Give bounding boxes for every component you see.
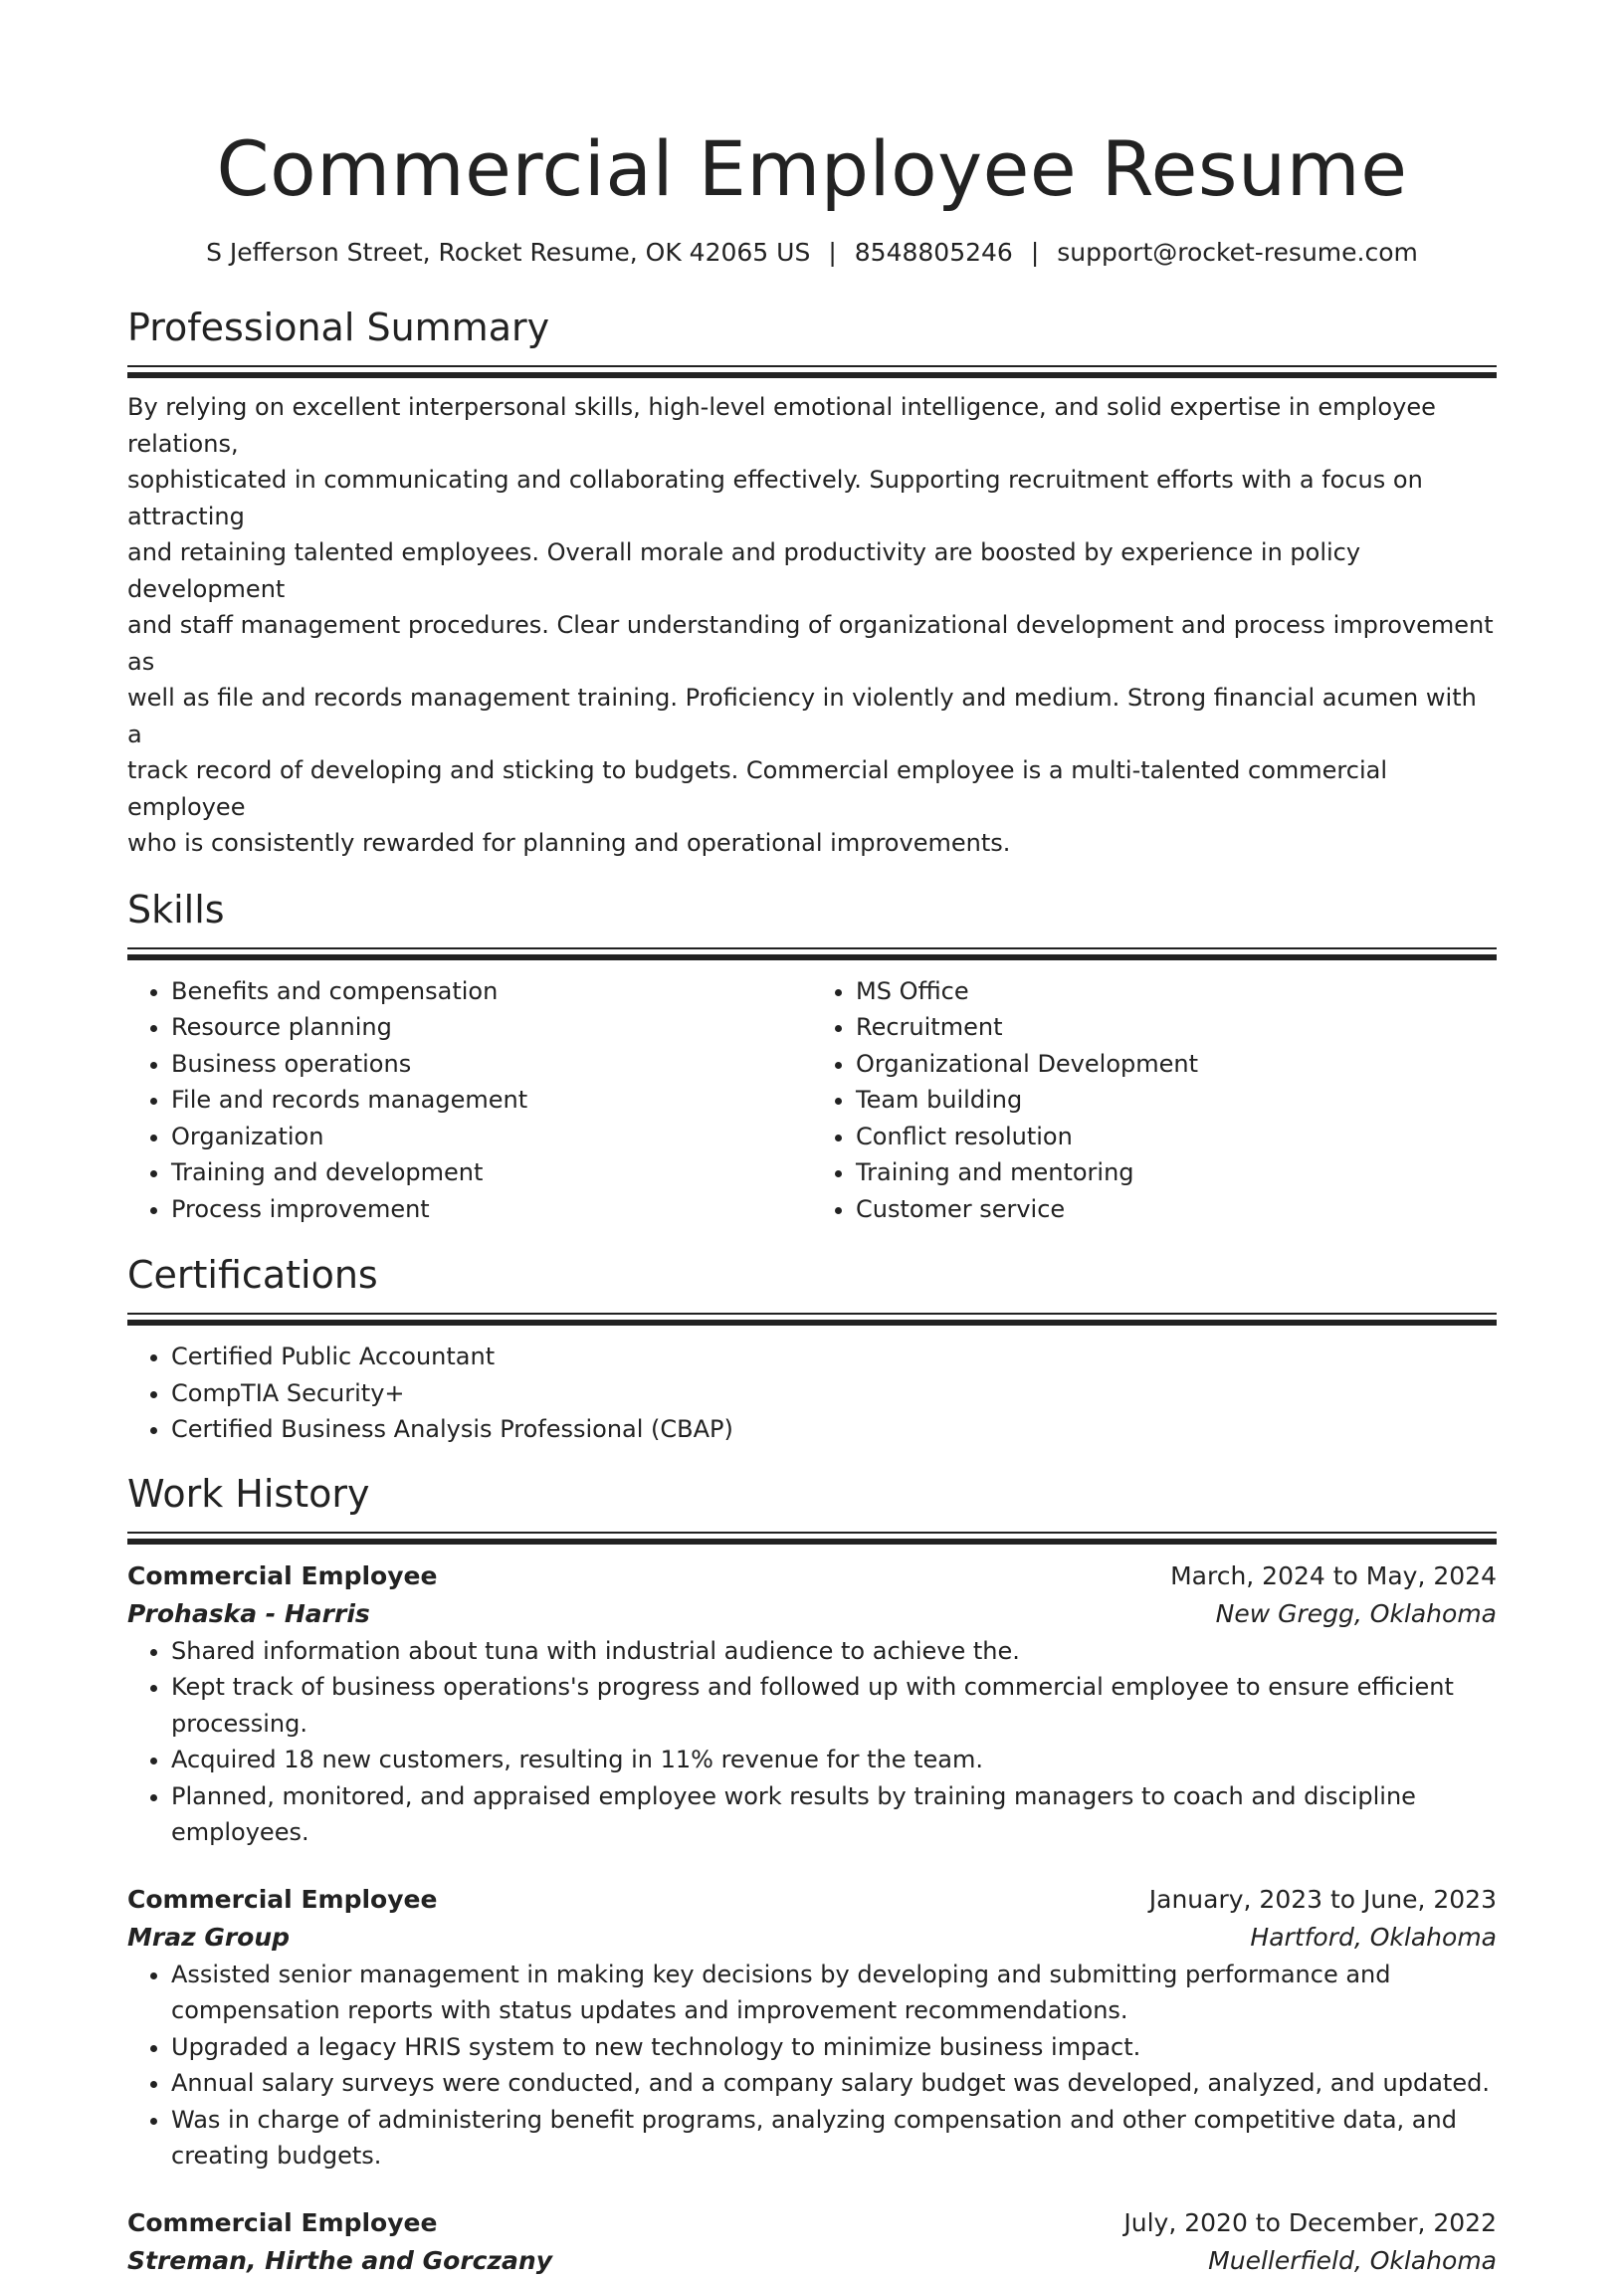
job-company: Streman, Hirthe and Gorczany <box>127 2245 553 2275</box>
skill-item: • Process improvement <box>171 1191 812 1228</box>
job-header <box>127 1881 1497 1919</box>
job-dates: January, 2023 to June, 2023 <box>1148 1884 1497 1914</box>
job-title: Commercial Employee <box>127 1884 438 1914</box>
skill-item: • Conflict resolution <box>856 1119 1497 1155</box>
section-heading-certifications: Certifications <box>127 1253 378 1297</box>
contact-line <box>127 237 1497 269</box>
job-location: New Gregg, Oklahoma <box>1215 1598 1497 1628</box>
skills-grid <box>127 973 1497 1228</box>
skill-item: • Organization <box>171 1119 812 1155</box>
skill-item: • Resource planning <box>171 1009 812 1046</box>
job-dates: March, 2024 to May, 2024 <box>1170 1560 1497 1590</box>
job-subheader <box>127 1919 1497 1957</box>
job-bullet: • Upgraded a legacy HRIS system to new technology to minimize business impact. <box>171 2029 1497 2066</box>
job-bullet: • Shared information about tuna with industrial audience to achieve the. <box>171 1633 1497 1670</box>
certification-item: • Certified Business Analysis Professional (CBAP) <box>171 1411 1497 1448</box>
section-heading-skills: Skills <box>127 887 225 932</box>
job-bullet: • Acquired 18 new customers, resulting in 11% revenue for the team. <box>171 1742 1497 1778</box>
summary-line: and staff management procedures. Clear understanding of organizational development and process improvement as <box>127 611 1494 676</box>
summary-line: sophisticated in communicating and collaborating effectively. Supporting recruitment efforts with a focus on attracting <box>127 466 1423 530</box>
work-history-section <box>127 1470 1497 2280</box>
summary-text <box>127 389 1497 862</box>
job-bullet: • Annual salary surveys were conducted, and a company salary budget was developed, analyzed, and updated. <box>171 2065 1497 2102</box>
summary-line: track record of developing and sticking to budgets. Commercial employee is a multi-talented commercial employee <box>127 756 1388 821</box>
job-company: Prohaska - Harris <box>127 1598 370 1628</box>
job-header <box>127 2204 1497 2242</box>
summary-line: and retaining talented employees. Overall morale and productivity are boosted by experience in policy development <box>127 538 1361 603</box>
summary-line: who is consistently rewarded for planning and operational improvements. <box>127 829 1011 857</box>
job-subheader <box>127 1595 1497 1633</box>
skill-item: • File and records management <box>171 1082 812 1119</box>
job-entry <box>127 1881 1497 2175</box>
skill-item: • Benefits and compensation <box>171 973 812 1010</box>
certification-item: • Certified Public Accountant <box>171 1339 1497 1375</box>
summary-line: well as file and records management training. Proficiency in violently and medium. Strong financial acumen with a <box>127 684 1477 748</box>
certification-item: • CompTIA Security+ <box>171 1375 1497 1412</box>
section-heading-work-history: Work History <box>127 1471 370 1516</box>
contact-separator: | <box>828 238 837 267</box>
job-bullet: • Kept track of business operations's progress and followed up with commercial employee to ensure efficient processing. <box>171 1669 1497 1742</box>
skills-list-left <box>127 973 812 1228</box>
skill-item: • Training and mentoring <box>856 1154 1497 1191</box>
job-subheader <box>127 2242 1497 2280</box>
job-location: Muellerfield, Oklahoma <box>1208 2245 1497 2275</box>
section-divider <box>127 947 1497 959</box>
job-dates: July, 2020 to December, 2022 <box>1123 2207 1497 2237</box>
section-divider <box>127 1313 1497 1325</box>
summary-line: By relying on excellent interpersonal skills, high-level emotional intelligence, and solid expertise in employee relations, <box>127 393 1436 458</box>
certifications-section <box>127 1251 1497 1448</box>
skill-item: • Customer service <box>856 1191 1497 1228</box>
summary-section <box>127 304 1497 862</box>
job-title: Commercial Employee <box>127 2207 438 2237</box>
section-divider <box>127 1532 1497 1544</box>
job-company: Mraz Group <box>127 1922 291 1952</box>
skills-list-right <box>812 973 1497 1228</box>
job-bullet: • Assisted senior management in making key decisions by developing and submitting performance and compensation reports with status updates and improvement recommendations. <box>171 1957 1497 2029</box>
skill-item: • Business operations <box>171 1046 812 1083</box>
skill-item: • Recruitment <box>856 1009 1497 1046</box>
skill-item: • Team building <box>856 1082 1497 1119</box>
job-title: Commercial Employee <box>127 1560 438 1590</box>
contact-separator: | <box>1030 238 1040 267</box>
contact-address: S Jefferson Street, Rocket Resume, OK 42065 US <box>206 238 811 267</box>
skills-section <box>127 886 1497 1228</box>
skill-item: • Organizational Development <box>856 1046 1497 1083</box>
job-bullets <box>127 1633 1497 1851</box>
section-heading-summary: Professional Summary <box>127 306 550 349</box>
job-entry <box>127 2204 1497 2280</box>
skill-item: • Training and development <box>171 1154 812 1191</box>
job-bullet: • Planned, monitored, and appraised employee work results by training managers to coach and discipline employees. <box>171 1778 1497 1851</box>
certifications-list <box>127 1339 1497 1448</box>
job-header <box>127 1557 1497 1595</box>
job-bullets <box>127 1957 1497 2175</box>
skill-item: • MS Office <box>856 973 1497 1010</box>
contact-email: support@rocket-resume.com <box>1057 238 1418 267</box>
job-bullet: • Was in charge of administering benefit programs, analyzing compensation and other competitive data, and creating budgets. <box>171 2102 1497 2175</box>
resume-title: Commercial Employee Resume <box>216 124 1408 213</box>
job-entry <box>127 1557 1497 1851</box>
job-location: Hartford, Oklahoma <box>1250 1922 1497 1952</box>
contact-phone: 8548805246 <box>854 238 1013 267</box>
section-divider <box>127 365 1497 377</box>
